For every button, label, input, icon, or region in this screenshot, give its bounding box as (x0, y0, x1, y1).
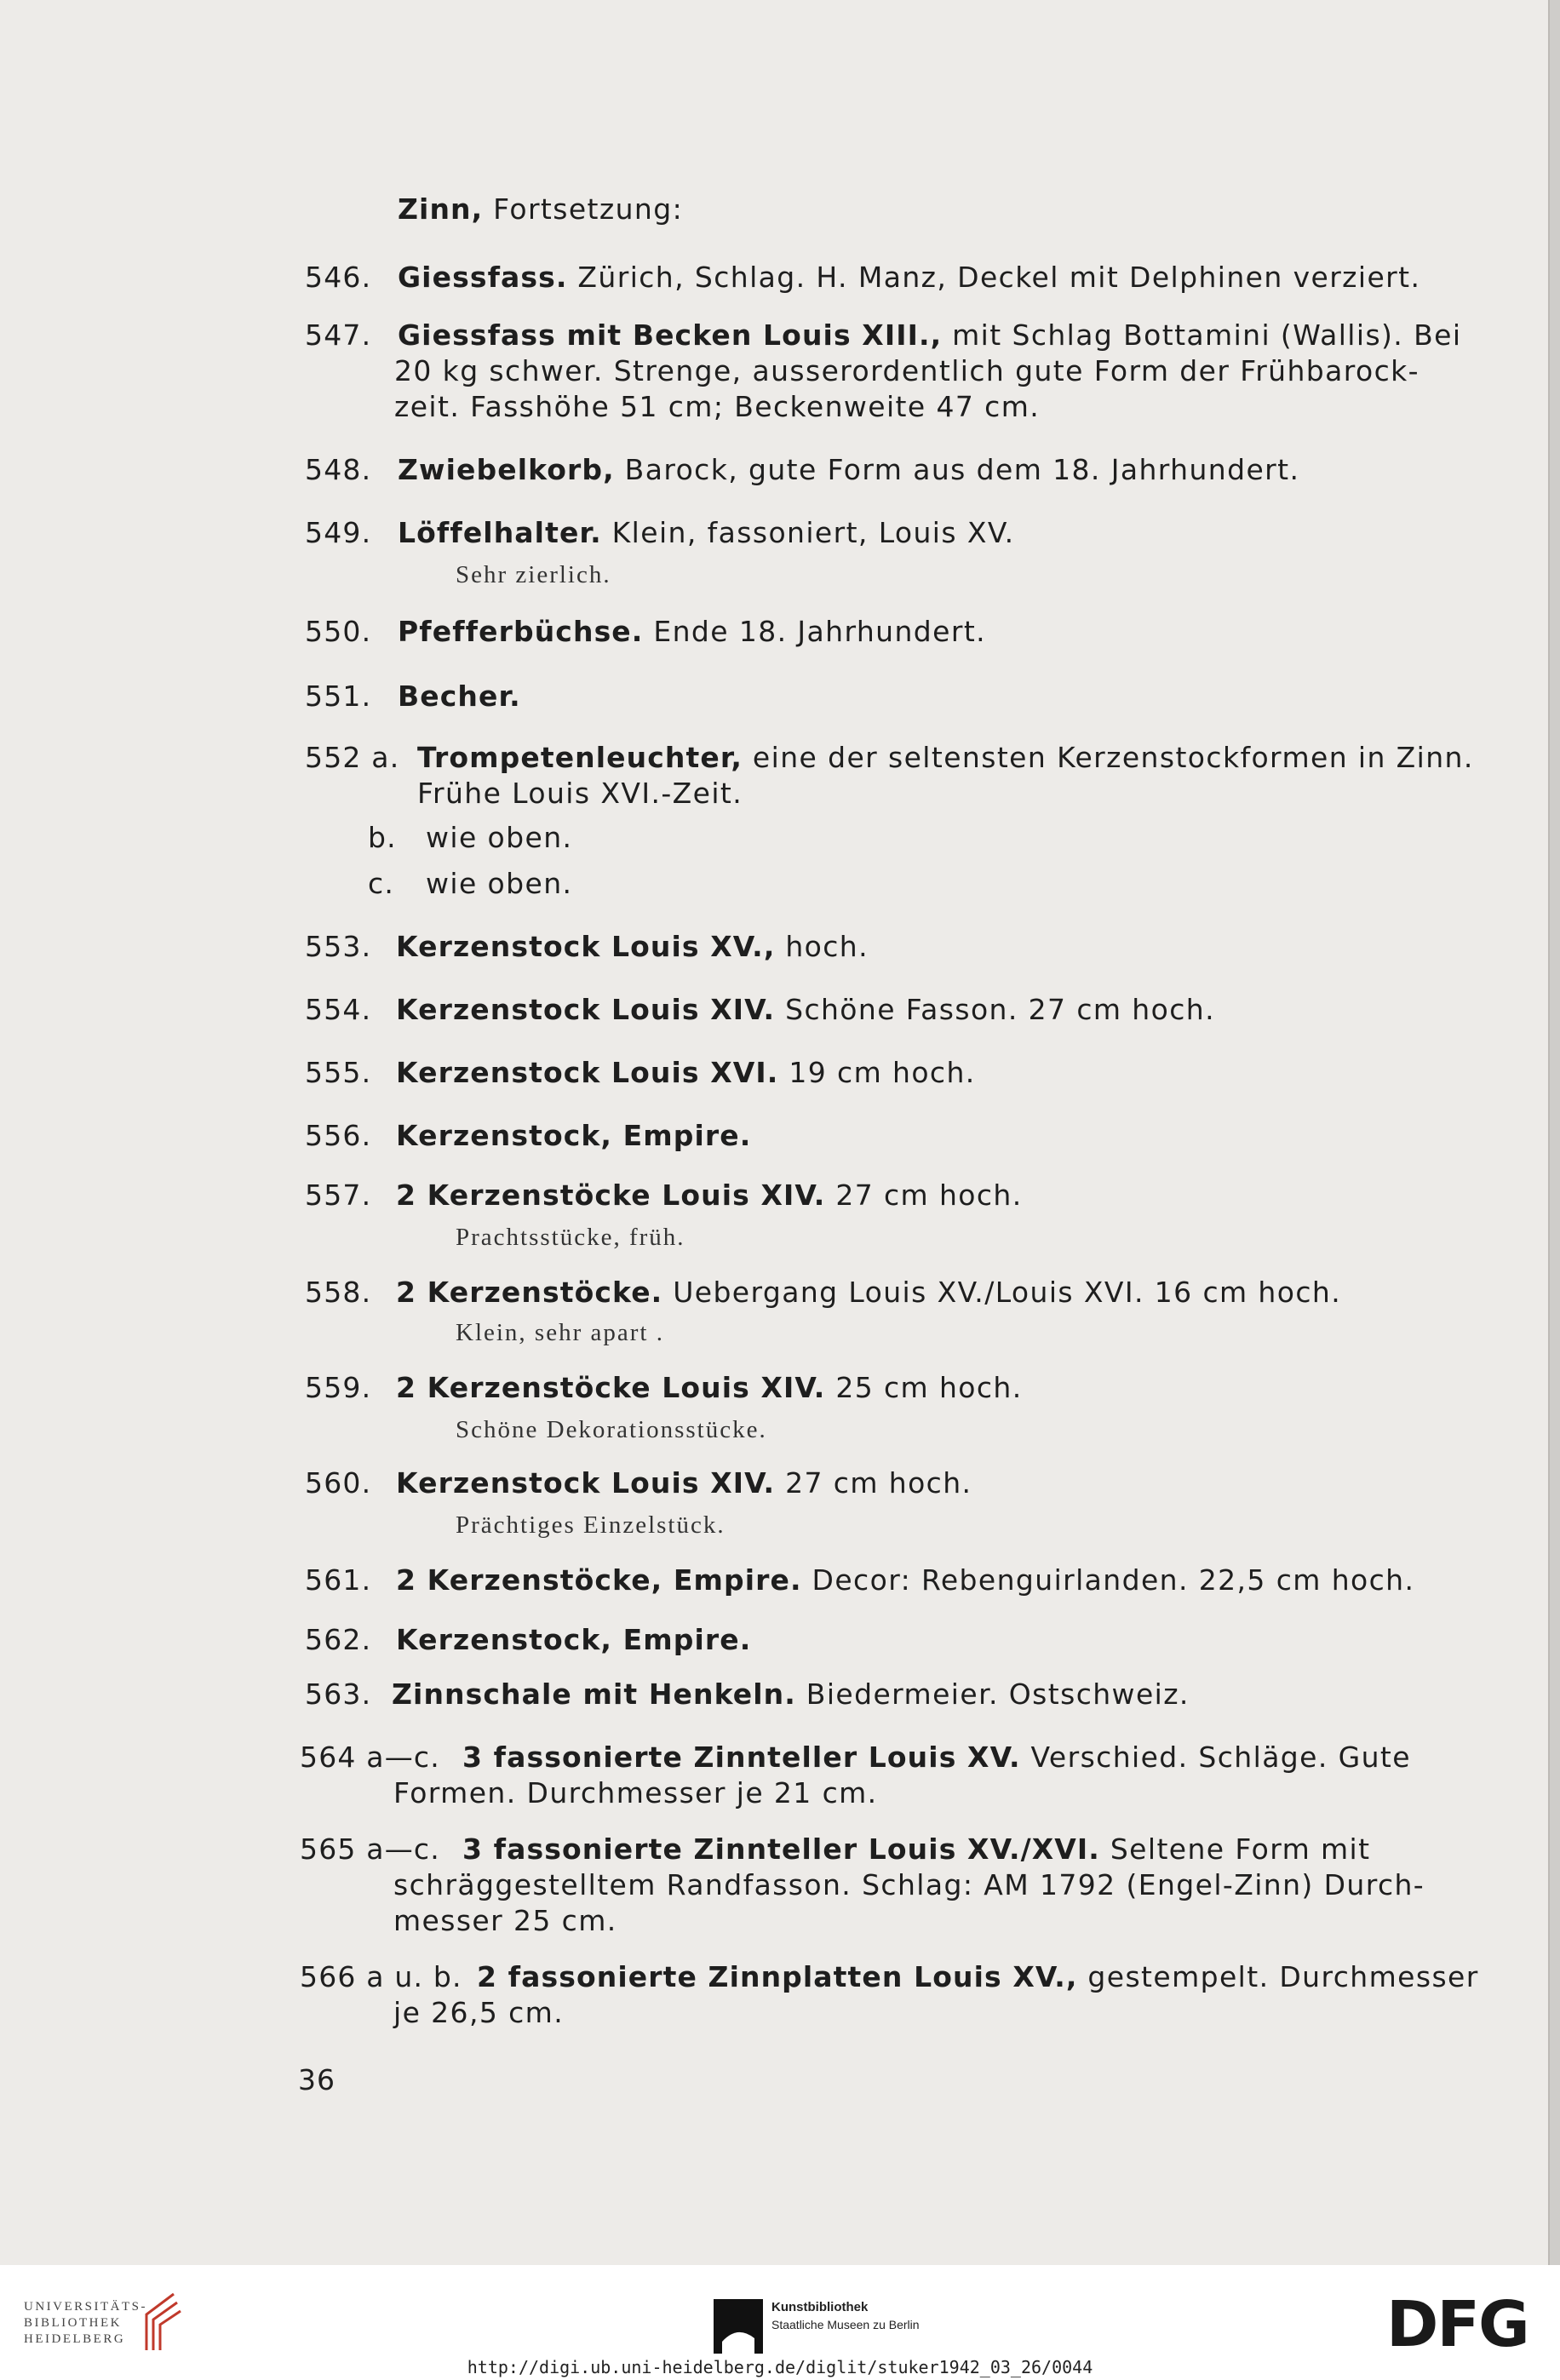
entry-line: Kerzenstock Louis XIV. 27 cm hoch. (396, 1466, 972, 1500)
entry-number: b. (368, 821, 397, 854)
entry-number: c. (368, 867, 395, 900)
entry-number: 546. (305, 261, 372, 294)
entry-line: wie oben. (426, 821, 573, 854)
entry-line: Pfefferbüchse. Ende 18. Jahrhundert. (398, 615, 987, 648)
entry-number: 559. (305, 1371, 372, 1404)
entry-number: 561. (305, 1563, 372, 1597)
entry-number: 553. (305, 930, 372, 963)
entry-note: Prachtsstücke, früh. (456, 1224, 685, 1251)
entry-line: Kerzenstock Louis XVI. 19 cm hoch. (396, 1056, 976, 1089)
entry-line: 2 Kerzenstöcke Louis XIV. 27 cm hoch. (396, 1179, 1023, 1212)
entry-line: 3 fassonierte Zinnteller Louis XV./XVI. Seltene Form mit (462, 1832, 1371, 1866)
kunstbibliothek-label: Kunstbibliothek Staatliche Museen zu Berlin (771, 2300, 920, 2331)
entry-line: Löffelhalter. Klein, fassoniert, Louis XV. (398, 516, 1015, 549)
entry-line: Kerzenstock, Empire. (396, 1119, 752, 1152)
source-url-link[interactable]: http://digi.ub.uni-heidelberg.de/diglit/stuker1942_03_26/0044 (467, 2357, 1093, 2377)
entry-line: Formen. Durchmesser je 21 cm. (393, 1776, 878, 1809)
entry-line: 2 fassonierte Zinnplatten Louis XV., gestempelt. Durchmesser (477, 1960, 1479, 1993)
entry-number: 548. (305, 453, 372, 486)
entry-line: je 26,5 cm. (393, 1996, 565, 2029)
entry-note: Prächtiges Einzelstück. (456, 1511, 726, 1539)
entry-line: Giessfass. Zürich, Schlag. H. Manz, Deckel mit Delphinen verziert. (398, 261, 1421, 294)
entry-number: 551. (305, 680, 372, 713)
section-heading (398, 192, 683, 227)
entry-number: 558. (305, 1276, 372, 1309)
kunstbibliothek-logo-icon (714, 2299, 763, 2354)
entry-note: Schöne Dekorationsstücke. (456, 1416, 767, 1443)
entry-line: wie oben. (426, 867, 573, 900)
entry-line: Zwiebelkorb, Barock, gute Form aus dem 18. Jahrhundert. (398, 453, 1300, 486)
entry-number: 565 a—c. (300, 1832, 440, 1866)
entry-note: Sehr zierlich. (456, 561, 611, 588)
entry-line: schräggestelltem Randfasson. Schlag: AM 1792 (Engel-Zinn) Durch- (393, 1868, 1425, 1901)
entry-number: 566 a u. b. (300, 1960, 462, 1993)
heading-bold: Zinn, (398, 192, 484, 226)
entry-number: 547. (305, 318, 372, 352)
entry-line: Kerzenstock Louis XV., hoch. (396, 930, 869, 963)
entry-line: Trompetenleuchter, eine der seltensten Kerzenstockformen in Zinn. (417, 741, 1474, 774)
entry-line: Kerzenstock Louis XIV. Schöne Fasson. 27 cm hoch. (396, 993, 1215, 1026)
entry-line: messer 25 cm. (393, 1904, 617, 1937)
heading-rest: Fortsetzung: (483, 192, 684, 226)
entry-line: 2 Kerzenstöcke. Uebergang Louis XV./Louis XVI. 16 cm hoch. (396, 1276, 1342, 1309)
university-library-logo-text: UNIVERSITÄTS- BIBLIOTHEK HEIDELBERG (24, 2300, 147, 2346)
entry-number: 560. (305, 1466, 372, 1500)
entry-line: Kerzenstock, Empire. (396, 1623, 752, 1656)
entry-line: Zinnschale mit Henkeln. Biedermeier. Ostschweiz. (392, 1677, 1190, 1711)
university-seal-icon (136, 2291, 187, 2352)
entry-line: Giessfass mit Becken Louis XIII., mit Schlag Bottamini (Wallis). Bei (398, 318, 1462, 352)
entry-number: 549. (305, 516, 372, 549)
digitization-footer (0, 2265, 1560, 2380)
entry-line: 2 Kerzenstöcke Louis XIV. 25 cm hoch. (396, 1371, 1023, 1404)
entry-number: 555. (305, 1056, 372, 1089)
entry-line: zeit. Fasshöhe 51 cm; Beckenweite 47 cm. (394, 390, 1041, 423)
entry-line: 20 kg schwer. Strenge, ausserordentlich gute Form der Frühbarock- (394, 354, 1419, 387)
entry-line: Becher. (398, 680, 521, 713)
entry-number: 563. (305, 1677, 372, 1711)
entry-number: 556. (305, 1119, 372, 1152)
entry-line: Frühe Louis XVI.-Zeit. (417, 777, 743, 810)
entry-line: 2 Kerzenstöcke, Empire. Decor: Rebenguirlanden. 22,5 cm hoch. (396, 1563, 1415, 1597)
entry-number: 564 a—c. (300, 1741, 440, 1774)
entry-number: 550. (305, 615, 372, 648)
entry-number: 554. (305, 993, 372, 1026)
entry-line: 3 fassonierte Zinnteller Louis XV. Verschied. Schläge. Gute (462, 1741, 1411, 1774)
entry-note: Klein, sehr apart . (456, 1319, 664, 1346)
entry-number: 562. (305, 1623, 372, 1656)
entry-number: 557. (305, 1179, 372, 1212)
page-number: 36 (298, 2063, 336, 2096)
entry-number: 552 a. (305, 741, 400, 774)
dfg-logo: DFG (1386, 2288, 1528, 2361)
